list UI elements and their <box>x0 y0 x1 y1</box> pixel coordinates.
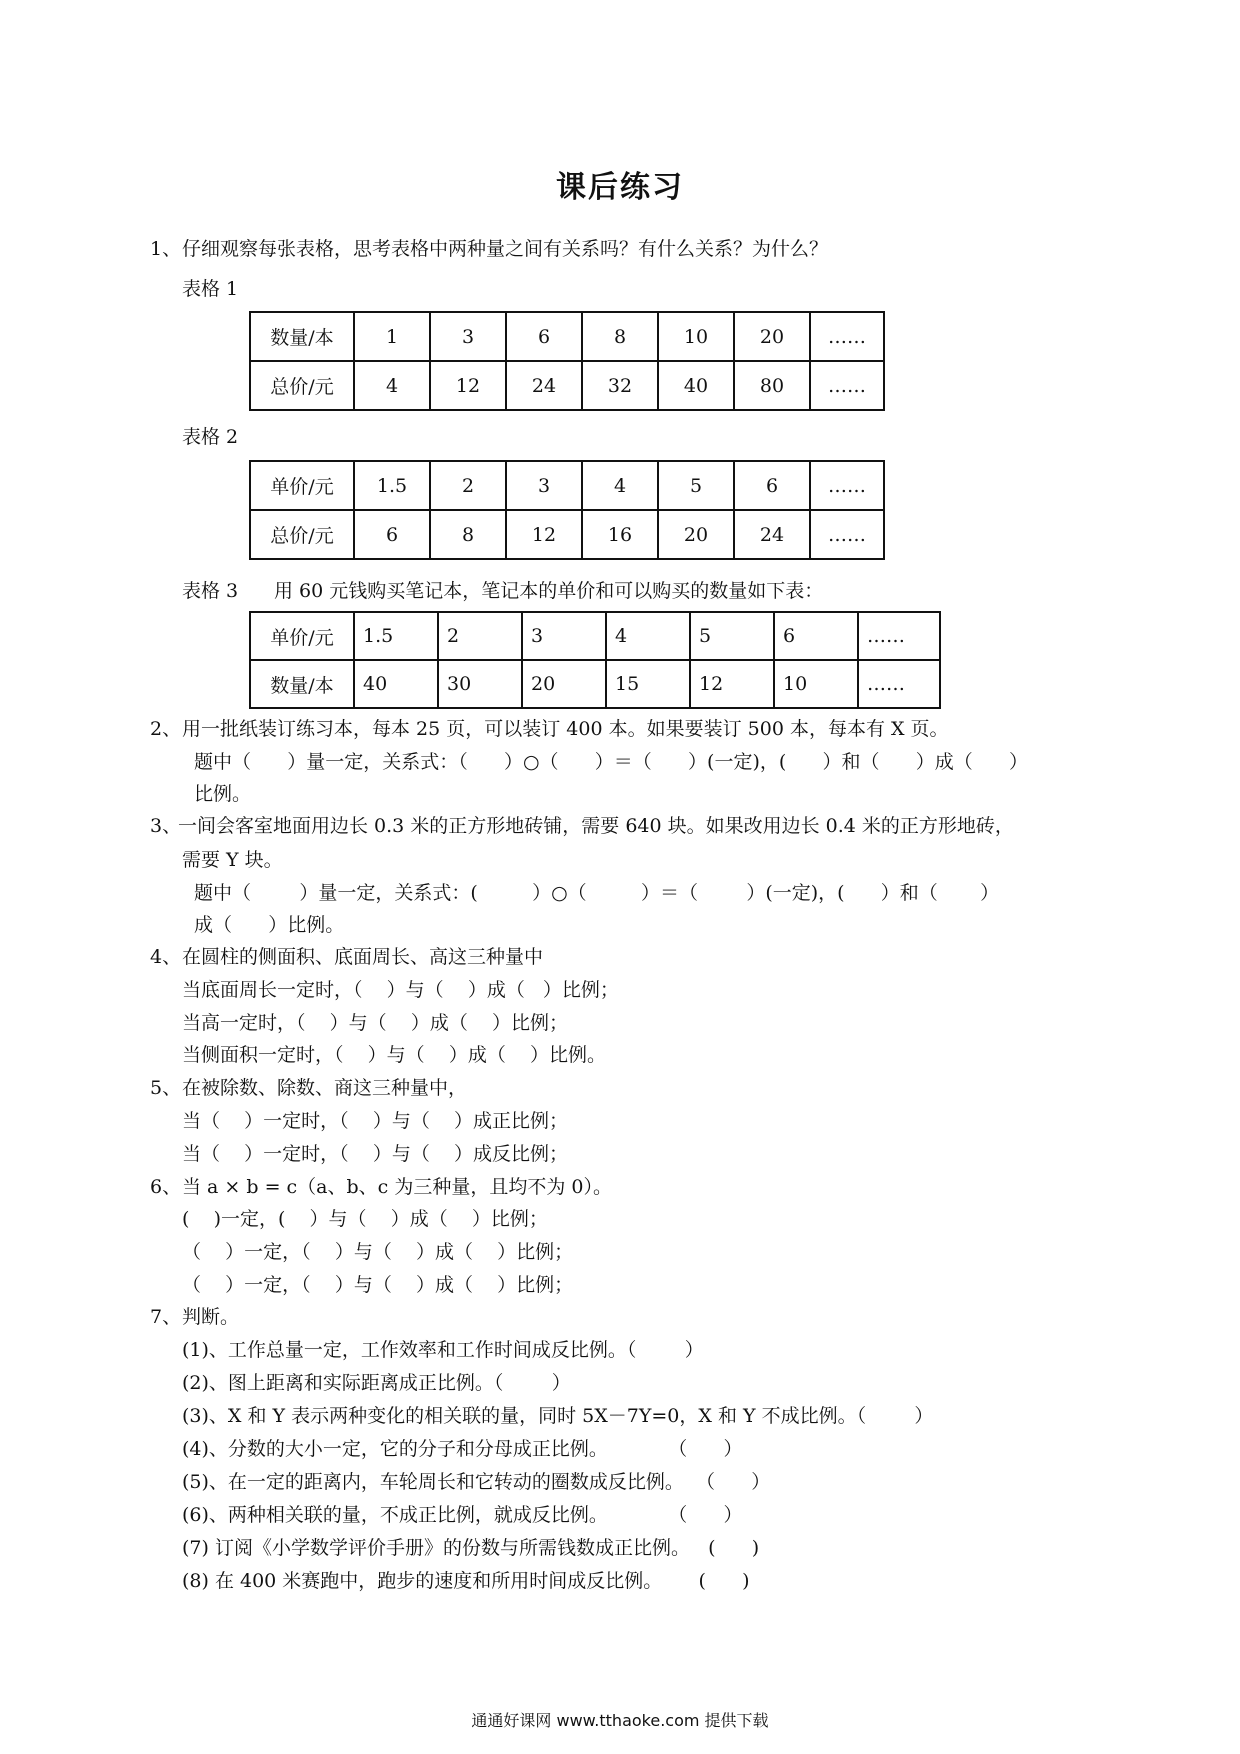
table-row <box>250 361 884 410</box>
q4-line-1: 在圆柱的侧面积、底面周长、高这三种量中 <box>182 946 544 968</box>
table-cell: …… <box>810 461 884 510</box>
table-cell: 5 <box>690 612 774 660</box>
table-row <box>250 510 884 559</box>
table-cell: 20 <box>522 660 606 708</box>
table-1 <box>249 311 885 411</box>
table-cell: 32 <box>582 361 658 410</box>
table-cell: 1 <box>354 312 430 361</box>
table-row-label: 单价/元 <box>250 461 354 510</box>
table-row <box>250 660 940 708</box>
table-cell: 8 <box>430 510 506 559</box>
table-cell: 6 <box>774 612 858 660</box>
table-cell: 80 <box>734 361 810 410</box>
table-row-label: 数量/本 <box>250 660 354 708</box>
table-cell: 10 <box>774 660 858 708</box>
q6-line-2: ( )一定，( ）与（ ）成（ ）比例； <box>182 1208 548 1230</box>
table-cell: …… <box>858 612 940 660</box>
table-cell: 4 <box>354 361 430 410</box>
q6-line-1: 当 a × b = c（a、b、c 为三种量，且均不为 0）。 <box>182 1176 612 1198</box>
table-cell: 4 <box>582 461 658 510</box>
footer-credit: 通通好课网 www.tthaoke.com 提供下载 <box>471 1711 769 1730</box>
table-cell: 15 <box>606 660 690 708</box>
table-cell: 20 <box>658 510 734 559</box>
table-cell: 8 <box>582 312 658 361</box>
table-cell: 3 <box>506 461 582 510</box>
judgement-item: (1)、工作总量一定，工作效率和工作时间成反比例。（ ） <box>182 1339 704 1361</box>
q2-number: 2、 <box>150 718 182 740</box>
table-2 <box>249 460 885 560</box>
judgement-item: (2)、图上距离和实际距离成正比例。（ ） <box>182 1372 571 1394</box>
table-cell: 3 <box>522 612 606 660</box>
table3-caption: 表格 3 <box>182 580 239 602</box>
table-cell: 2 <box>438 612 522 660</box>
table-cell: 12 <box>506 510 582 559</box>
table-cell: 6 <box>354 510 430 559</box>
table-cell: 3 <box>430 312 506 361</box>
page-title: 课后练习 <box>556 170 684 205</box>
q6-line-3: （ ）一定，（ ）与（ ）成（ ）比例； <box>182 1241 574 1263</box>
table2-caption: 表格 2 <box>182 426 239 448</box>
q6-line-4: （ ）一定，（ ）与（ ）成（ ）比例； <box>182 1274 574 1296</box>
table-cell: 12 <box>690 660 774 708</box>
q4-line-4: 当侧面积一定时，（ ）与（ ）成（ ）比例。 <box>182 1044 606 1066</box>
table-cell: 40 <box>658 361 734 410</box>
q2-line-3: 比例。 <box>194 783 252 805</box>
q4-line-3: 当高一定时，（ ）与（ ）成（ ）比例； <box>182 1012 568 1034</box>
judgement-item: (4)、分数的大小一定，它的分子和分母成正比例。 （ ） <box>182 1438 743 1460</box>
q4-line-2: 当底面周长一定时，（ ）与（ ）成（ ）比例； <box>182 979 619 1001</box>
q7-number: 7、 <box>150 1306 182 1328</box>
q3-line-3: 题中（ ）量一定，关系式：( ）○（ ）＝（ ）(一定)，( ）和（ ） <box>194 882 1000 904</box>
table-row <box>250 312 884 361</box>
q1-number: 1、 <box>150 238 182 260</box>
table-cell: 4 <box>606 612 690 660</box>
table-cell: 20 <box>734 312 810 361</box>
judgement-item: (6)、两种相关联的量，不成正比例，就成反比例。 （ ） <box>182 1504 743 1526</box>
table-row-label: 单价/元 <box>250 612 354 660</box>
table-cell: 1.5 <box>354 612 438 660</box>
table-cell: 2 <box>430 461 506 510</box>
table-3 <box>249 611 941 709</box>
table-row <box>250 612 940 660</box>
q5-line-1: 在被除数、除数、商这三种量中， <box>182 1077 468 1099</box>
q3-number: 3、 <box>150 815 182 837</box>
table-cell: 5 <box>658 461 734 510</box>
q2-line-2: 题中（ ）量一定，关系式：（ ）○（ ）＝（ ）(一定)，( ）和（ ）成（ ） <box>194 751 1028 773</box>
q5-number: 5、 <box>150 1077 182 1099</box>
judgement-item: (8) 在 400 米赛跑中，跑步的速度和所用时间成反比例。 ( ) <box>182 1570 750 1592</box>
table-row <box>250 461 884 510</box>
table-row-label: 总价/元 <box>250 510 354 559</box>
judgement-item: (3)、X 和 Y 表示两种变化的相关联的量，同时 5X－7Y=0，X 和 Y 不成比例。（ ） <box>182 1405 934 1427</box>
q6-number: 6、 <box>150 1176 182 1198</box>
table-cell: 16 <box>582 510 658 559</box>
table-cell: 1.5 <box>354 461 430 510</box>
judgement-item: (7) 订阅《小学数学评价手册》的份数与所需钱数成正比例。 ( ) <box>182 1537 760 1559</box>
table-cell: 30 <box>438 660 522 708</box>
q5-line-2: 当（ ）一定时，（ ）与（ ）成正比例； <box>182 1110 568 1132</box>
table-row-label: 数量/本 <box>250 312 354 361</box>
table-cell: 24 <box>506 361 582 410</box>
q3-line-1: 一间会客室地面用边长 0.3 米的正方形地砖铺，需要 640 块。如果改用边长 0.4 米的正方形地砖， <box>178 815 1014 837</box>
table-cell: 24 <box>734 510 810 559</box>
table-row-label: 总价/元 <box>250 361 354 410</box>
table1-caption: 表格 1 <box>182 278 239 300</box>
table3-note: 用 60 元钱购买笔记本，笔记本的单价和可以购买的数量如下表： <box>274 580 824 602</box>
table-cell: 12 <box>430 361 506 410</box>
table-cell: …… <box>858 660 940 708</box>
q1-text: 仔细观察每张表格，思考表格中两种量之间有关系吗？有什么关系？为什么？ <box>182 238 829 260</box>
q5-line-3: 当（ ）一定时，（ ）与（ ）成反比例； <box>182 1143 568 1165</box>
judgement-item: (5)、在一定的距离内，车轮周长和它转动的圈数成反比例。 （ ） <box>182 1471 771 1493</box>
q3-line-2: 需要 Y 块。 <box>182 849 283 871</box>
q4-number: 4、 <box>150 946 182 968</box>
table-cell: 6 <box>506 312 582 361</box>
table-cell: …… <box>810 312 884 361</box>
table-cell: 10 <box>658 312 734 361</box>
table-cell: 6 <box>734 461 810 510</box>
table-cell: …… <box>810 361 884 410</box>
table-cell: …… <box>810 510 884 559</box>
q3-line-4: 成（ ）比例。 <box>194 914 345 936</box>
q7-heading: 判断。 <box>182 1306 240 1328</box>
table-cell: 40 <box>354 660 438 708</box>
q2-line-1: 用一批纸装订练习本，每本 25 页，可以装订 400 本。如果要装订 500 本，每本有 X 页。 <box>182 718 949 740</box>
